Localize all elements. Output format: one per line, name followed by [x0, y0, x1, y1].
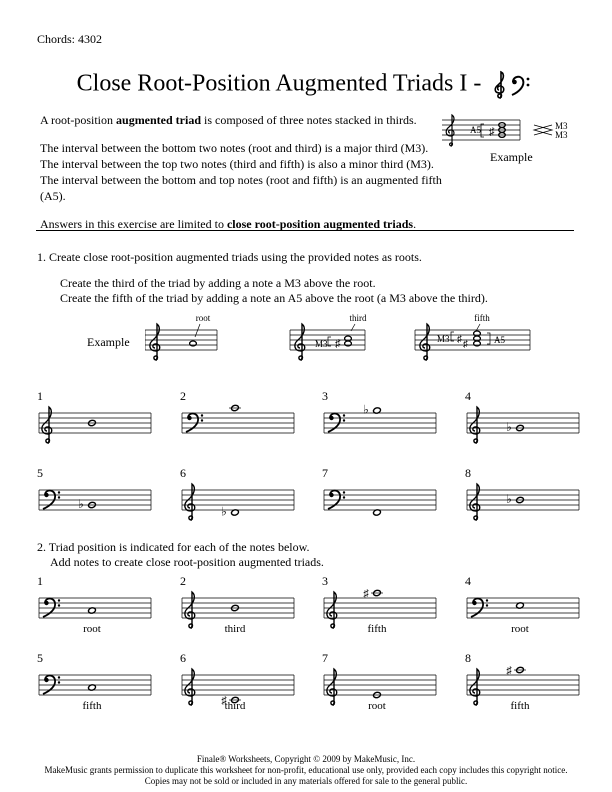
treble-clef-icon — [185, 484, 195, 520]
exercise-staff[interactable] — [465, 470, 585, 524]
title-text: Close Root-Position Augmented Triads I - — [76, 70, 482, 97]
sharp-icon: ♯ — [335, 338, 341, 350]
exercise-number: 4 — [465, 389, 471, 403]
section2-heading-2: Add notes to create close root-position augmented triads. — [50, 555, 324, 569]
exercise-number: 3 — [322, 389, 328, 403]
third-label: third — [349, 313, 367, 323]
flat-icon: ♭ — [221, 504, 227, 519]
intro-line-2: The interval between the bottom two notes (root and third) is a major third (M3). — [40, 141, 429, 155]
exercise-staff[interactable] — [322, 470, 442, 524]
exercise-staff[interactable] — [465, 393, 585, 447]
treble-clef-icon — [420, 324, 430, 360]
exercise-number: 2 — [180, 574, 186, 588]
section1-instruction-1: Create the third of the triad by adding a note a M3 above the root. — [60, 276, 376, 290]
bass-clef-icon — [512, 77, 529, 95]
treble-clef-icon — [327, 669, 337, 705]
sharp-icon: ♯ — [221, 695, 227, 707]
section1-example-staves — [145, 310, 545, 362]
exercise-number: 8 — [465, 651, 471, 665]
a5-label: A5 — [494, 335, 505, 345]
triad-position-label: root — [511, 623, 529, 635]
exercise-number: 6 — [180, 651, 186, 665]
flat-icon: ♭ — [506, 492, 512, 506]
exercise-number: 7 — [322, 651, 328, 665]
exercise-number: 5 — [37, 651, 43, 665]
triad-position-label: root — [368, 700, 386, 712]
sharp-icon: ♯ — [457, 334, 462, 345]
flat-icon: ♭ — [363, 402, 369, 417]
treble-clef-icon — [185, 592, 195, 628]
sharp-icon: ♯ — [506, 665, 512, 677]
footer-line-2: MakeMusic grants permission to duplicate this worksheet for non-profit, educational use only, provided each copy includes this copyright notice. — [44, 765, 568, 775]
m3-label-top: M3 — [555, 121, 568, 131]
divider — [36, 230, 574, 231]
footer-line-3: Copies may not be sold or included in any materials offered for sale to the general public. — [144, 776, 468, 786]
intro-line-4: The interval between the bottom and top notes (root and fifth) is an augmented fifth (A5). — [40, 173, 442, 203]
exercise-number: 4 — [465, 574, 471, 588]
exercise-number: 5 — [37, 466, 43, 480]
m3-label-bottom: M3 — [555, 130, 568, 140]
treble-clef-icon — [327, 592, 337, 628]
section2-heading-1: 2. Triad position is indicated for each of the notes below. — [37, 540, 310, 554]
treble-clef-icon — [185, 669, 195, 705]
exercise-staff[interactable] — [37, 470, 157, 524]
exercise-number: 8 — [465, 466, 471, 480]
exercise-number: 3 — [322, 574, 328, 588]
treble-clef-icon — [470, 669, 480, 705]
exercise-number: 2 — [180, 389, 186, 403]
copyright-footer — [0, 754, 612, 787]
exercise-number: 1 — [37, 389, 43, 403]
treble-clef-icon — [496, 72, 505, 98]
sharp-icon: ♯ — [363, 588, 369, 600]
m3-label: M3 — [437, 334, 450, 344]
triad-position-label: root — [83, 623, 101, 635]
intro-line-3: The interval between the top two notes (third and fifth) is also a minor third (M3). — [40, 157, 434, 171]
triad-position-label: fifth — [367, 623, 387, 635]
triad-position-label: fifth — [82, 700, 102, 712]
m3-label: M3 — [315, 339, 328, 349]
intro-example-label: Example — [490, 150, 533, 164]
worksheet-code: Chords: 4302 — [37, 32, 103, 46]
treble-clef-icon — [470, 484, 480, 520]
footer-line-1: Finale® Worksheets, Copyright © 2009 by MakeMusic, Inc. — [196, 754, 416, 764]
flat-icon: ♭ — [78, 497, 84, 511]
treble-clef-icon — [295, 324, 305, 360]
sharp-icon: ♯ — [489, 126, 495, 138]
section1-heading: 1. Create close root-position augmented triads using the provided notes as roots. — [37, 250, 422, 264]
exercise-staff[interactable] — [180, 470, 300, 524]
flat-icon: ♭ — [506, 420, 512, 434]
intro-text — [40, 112, 450, 232]
exercise-number: 1 — [37, 574, 43, 588]
exercise-number: 7 — [322, 466, 328, 480]
fifth-label: fifth — [474, 313, 490, 323]
intro-line-1: A root-position augmented triad is composed of three notes stacked in thirds. — [40, 113, 417, 127]
exercise-number: 6 — [180, 466, 186, 480]
triad-position-label: fifth — [510, 700, 530, 712]
exercise-staff[interactable] — [37, 393, 157, 447]
root-label: root — [195, 313, 211, 323]
triad-position-label: third — [224, 623, 246, 635]
treble-clef-icon — [470, 407, 480, 443]
sharp-icon: ♯ — [463, 339, 468, 350]
exercise-staff[interactable] — [322, 393, 442, 447]
intro-line-5: Answers in this exercise are limited to close root-position augmented triads. — [40, 217, 417, 231]
exercise-staff[interactable] — [180, 393, 300, 447]
treble-clef-icon — [42, 407, 52, 443]
a5-label: A5 — [470, 125, 481, 135]
title-clef-icons — [491, 70, 535, 100]
page-title — [0, 70, 612, 100]
section1-instruction-2: Create the fifth of the triad by adding a note an A5 above the root (a M3 above the third). — [60, 291, 488, 305]
triad-position-label: third — [224, 700, 246, 712]
section1-example-label: Example — [87, 335, 130, 349]
treble-clef-icon — [150, 324, 160, 360]
intro-example-staff — [440, 112, 590, 154]
